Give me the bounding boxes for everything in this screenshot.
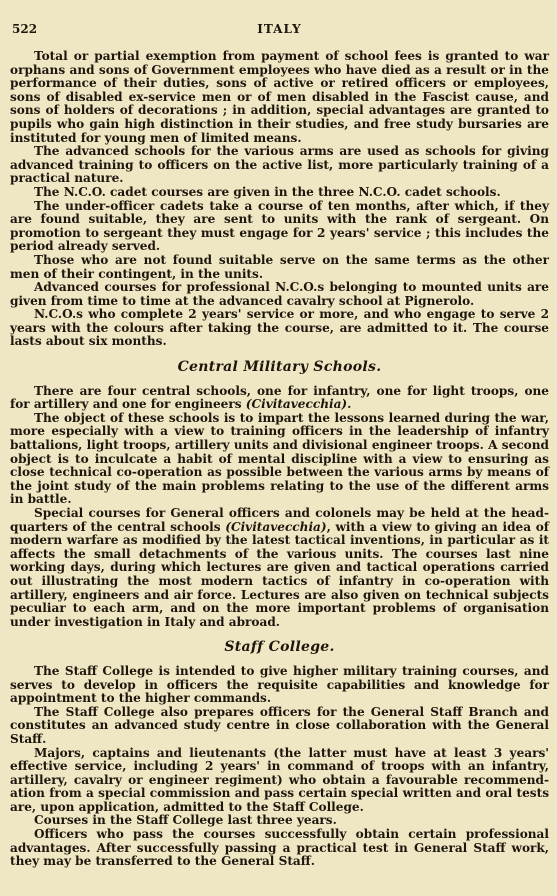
paragraph-text: .	[347, 397, 352, 412]
running-title: ITALY	[257, 22, 302, 36]
paragraph: Majors, captains and lieutenants (the latter must have at least 3 years' effective service, including 2 years' in command of troops with an infantry, artillery, cavalry or engineer regiment) who obtain a favourable recommend-ation from a special commission and pass certain special written and oral tests are, upon application, admitted to the Staff College.	[10, 745, 549, 814]
paragraph: The object of these schools is to impart the lessons learned during the war, more especially with a view to training officers in the leadership of infantry battalions, light troops, artillery units and divisional engineer troops. A second object is to inculcate a habit of mental discipline with a view to ensuring as close technical co-operation as possible between the various arms by means of the joint study of the main problems relating to the use of the different arms in battle.	[10, 410, 549, 507]
paragraph: N.C.O.s who complete 2 years' service or more, and who engage to serve 2 years with the colours after taking the course, are admitted to it. The course lasts about six months.	[10, 307, 549, 349]
paragraph: Courses in the Staff College last three years.	[34, 813, 337, 828]
section-heading-staff-college: Staff College.	[224, 639, 335, 656]
paragraph-text: , with a view to giving an idea of modern warfare as modified by the latest tactical inventions, in particular as it affects the small detachments of the various units. The courses last nine working days, during which lectures are given and tactical operations carried out illustrating the most modern tactics of infantry in co-operation with artillery, engineers and air force. Lectures are also given on technical subjects peculiar to each arm, and on the more important problems of organisation under investigation in Italy and abroad.	[10, 519, 549, 629]
paragraph: The advanced schools for the various arms are used as schools for giving advanced training to officers on the active list, more particularly training of a practical nature.	[10, 144, 549, 186]
italic-place-name: (Civitavecchia)	[225, 519, 327, 534]
paragraph: The N.C.O. cadet courses are given in the three N.C.O. cadet schools.	[34, 184, 501, 199]
paragraph: Officers who pass the courses successfully obtain certain professional advantages. After successfully passing a practical test in General Staff work, they may be transferred to the General Staff.	[10, 827, 549, 869]
paragraph: Those who are not found suitable serve on the same terms as the other men of their contingent, in the units.	[10, 252, 549, 281]
paragraph	[10, 385, 549, 412]
paragraph-text: There are four central schools, one for infantry, one for light troops, one for artillery and one for engineers	[10, 383, 549, 412]
italic-place-name: (Civitavecchia)	[245, 397, 348, 412]
paragraph: The Staff College is intended to give higher military training courses, and serves to develop in officers the requisite capabilities and knowledge for appointment to the higher commands.	[10, 663, 549, 706]
running-head	[10, 20, 549, 42]
paragraph	[10, 507, 549, 629]
paragraph: The Staff College also prepares officers for the General Staff Branch and constitutes an advanced study centre in close collaboration with the General Staff.	[10, 704, 549, 746]
paragraph: The under-officer cadets take a course of ten months, after which, if they are found suitable, they are sent to units with the rank of sergeant. On promotion to sergeant they must engage for 2 years' service ; this includes the period already served.	[10, 198, 549, 254]
paragraph: Total or partial exemption from payment of school fees is granted to war orphans and sons of Government employees who have died as a result or in the performance of their duties, sons of active or retired officers or employees, sons of disabled ex-service men or of men disabled in the Fascist cause, and sons of holders of decorations ; in addition, special advantages are granted to pupils who gain high distinction in their studies, and free study bursaries are instituted for young men of limited means.	[10, 49, 549, 145]
body-text	[10, 50, 549, 869]
paragraph: Advanced courses for professional N.C.O.s belonging to mounted units are given from time to time at the advanced cavalry school at Pignerolo.	[10, 280, 549, 308]
page-number: 522	[12, 22, 38, 36]
section-heading-central-military-schools: Central Military Schools.	[177, 359, 382, 376]
paragraph-text: Special courses for General officers and colonels may be held at the head-quarters of the central schools	[10, 506, 549, 534]
